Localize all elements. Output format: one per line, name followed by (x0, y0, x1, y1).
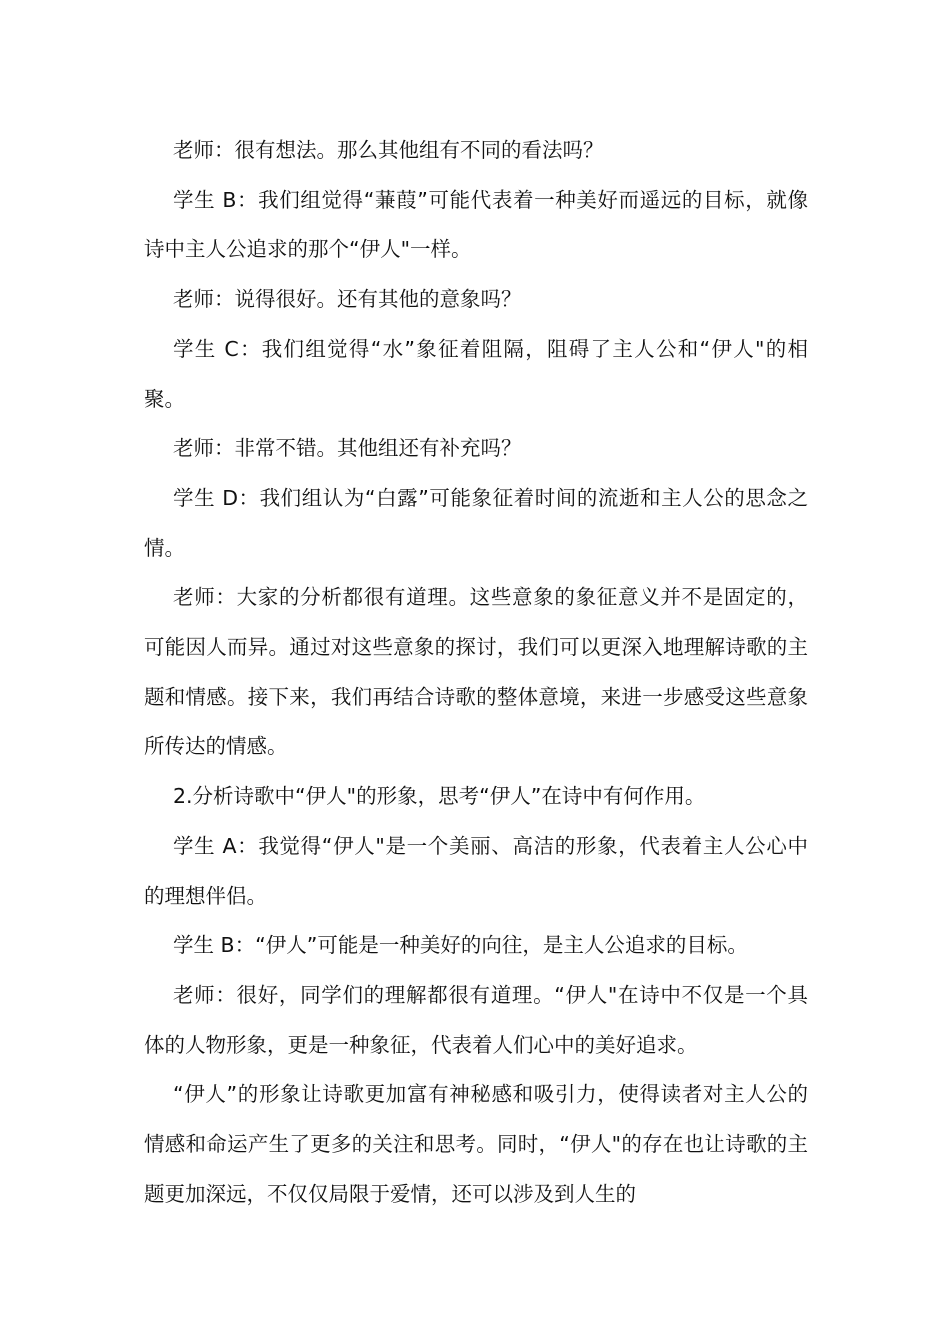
paragraph: 学生 D：我们组认为“白露”可能象征着时间的流逝和主人公的思念之情。 (144, 485, 808, 560)
paragraph: 学生 B：“伊人”可能是一种美好的向往，是主人公追求的目标。 (173, 933, 748, 958)
paragraph: “伊人”的形象让诗歌更加富有神秘感和吸引力，使得读者对主人公的情感和命运产生了更多的关注和思考。同时，“伊人"的存在也让诗歌的主题更加深远，不仅仅局限于爱情，还可以涉及到人生的 (144, 1082, 808, 1206)
paragraph: 2.分析诗歌中“伊人"的形象，思考“伊人”在诗中有何作用。 (173, 784, 706, 809)
paragraph: 老师：很有想法。那么其他组有不同的看法吗？ (173, 138, 604, 162)
paragraph: 老师：很好，同学们的理解都很有道理。“伊人"在诗中不仅是一个具体的人物形象，更是一种象征，代表着人们心中的美好追求。 (144, 982, 808, 1057)
paragraph: 学生 C：我们组觉得“水”象征着阻隔，阻碍了主人公和“伊人"的相聚。 (144, 336, 808, 411)
paragraph: 老师：大家的分析都很有道理。这些意象的象征意义并不是固定的，可能因人而异。通过对这些意象的探讨，我们可以更深入地理解诗歌的主题和情感。接下来，我们再结合诗歌的整体意境，来进一步感受这些意象所传达的情感。 (144, 585, 808, 759)
paragraph: 学生 A：我觉得“伊人"是一个美丽、高洁的形象，代表着主人公心中的理想伴侣。 (144, 833, 808, 908)
paragraph: 老师：说得很好。还有其他的意象吗？ (173, 287, 522, 312)
paragraph: 老师：非常不错。其他组还有补充吗？ (173, 436, 522, 461)
paragraph: 学生 B：我们组觉得“蒹葭”可能代表着一种美好而遥远的目标，就像诗中主人公追求的那个“伊人"一样。 (144, 187, 808, 262)
document-body (144, 126, 808, 1219)
